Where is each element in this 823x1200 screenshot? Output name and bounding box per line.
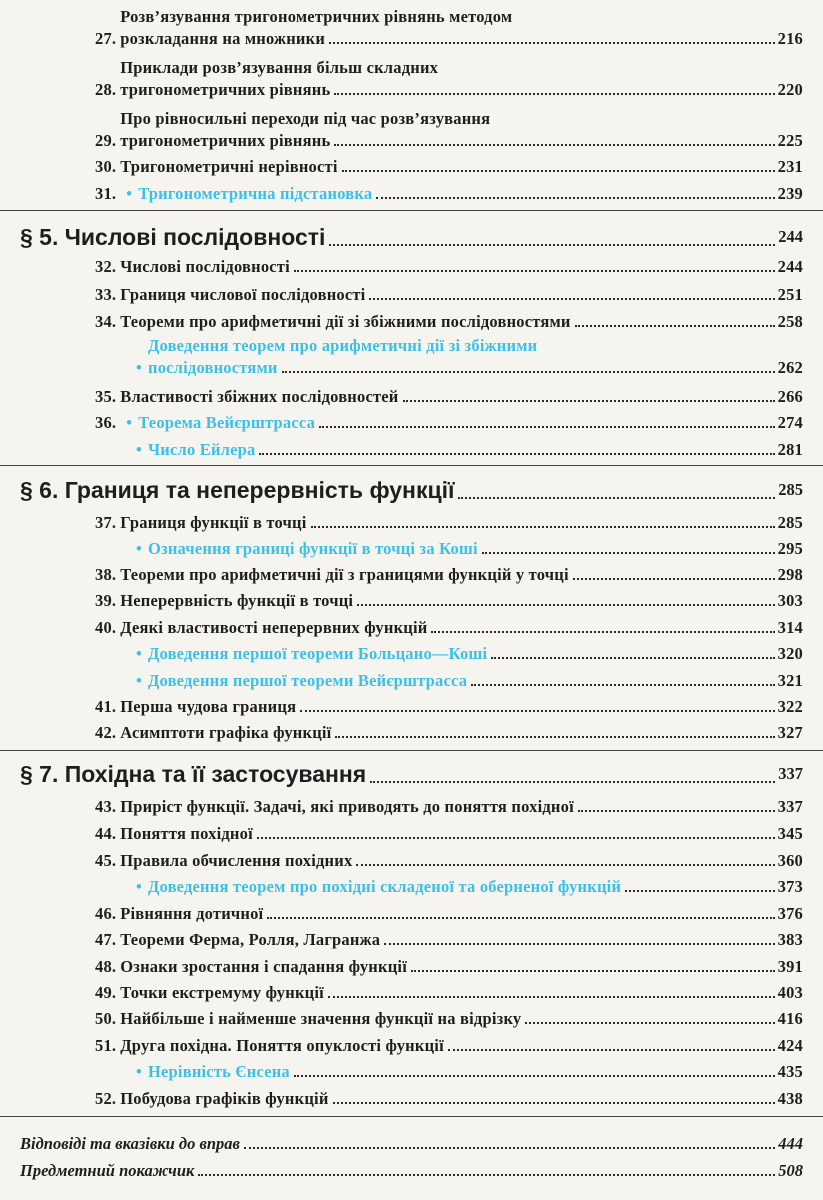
- toc-entry[interactable]: [0, 311, 823, 333]
- page-number: 444: [778, 1134, 803, 1153]
- entry-title: Теореми Ферма, Ролля, Лагранжа: [120, 930, 381, 949]
- toc-entry[interactable]: [0, 512, 823, 534]
- page-number: 298: [777, 565, 803, 584]
- entry-title-lastline: [120, 130, 803, 152]
- entry-title: Побудова графіків функцій: [120, 1089, 329, 1108]
- toc-entry[interactable]: [0, 1035, 823, 1057]
- toc-entry[interactable]: [0, 876, 823, 898]
- entry-number: 44.: [95, 824, 117, 843]
- page-number: 303: [777, 591, 803, 610]
- page-number: 285: [777, 513, 803, 532]
- entry-title: Асимптоти графіка функції: [120, 723, 332, 742]
- dot-leader: [573, 578, 775, 580]
- section-separator: [0, 210, 823, 211]
- page-number: 327: [777, 723, 803, 742]
- dot-leader: [411, 970, 775, 972]
- bullet-icon: •: [136, 671, 142, 690]
- entry-title: Границя числової послідовності: [120, 285, 366, 304]
- page-number: 322: [777, 697, 803, 716]
- entry-title: Приріст функції. Задачі, які приводять до поняття похідної: [120, 797, 574, 816]
- entry-number: 36.: [95, 413, 117, 432]
- page-number: 391: [777, 957, 803, 976]
- toc-entry[interactable]: [0, 156, 823, 178]
- page-number: 251: [777, 285, 803, 304]
- toc-entry[interactable]: [0, 823, 823, 845]
- entry-title: Число Ейлера: [147, 440, 256, 459]
- section-title: § 5. Числові послідовності: [20, 224, 326, 250]
- page-number: 424: [777, 1036, 803, 1055]
- dot-leader: [403, 400, 775, 402]
- entry-title: Неперервність функції в точці: [120, 591, 354, 610]
- entry-title: Означення границі функції в точці за Коші: [147, 539, 478, 558]
- entry-number: 38.: [95, 565, 117, 584]
- page-number: 239: [777, 184, 803, 203]
- dot-leader: [482, 552, 775, 554]
- dot-leader: [578, 810, 775, 812]
- toc-entry[interactable]: [0, 903, 823, 925]
- page-number: 435: [777, 1062, 803, 1081]
- entry-title: Деякі властивості неперервних функцій: [120, 618, 428, 637]
- entry-title: [120, 57, 803, 101]
- entry-title: Ознаки зростання і спадання функції: [120, 957, 407, 976]
- dot-leader: [329, 244, 775, 246]
- appendix-entry[interactable]: [0, 1160, 823, 1182]
- entry-title: Доведення теорем про похідні складеної та оберненої функцій: [147, 877, 622, 896]
- entry-number: 52.: [95, 1089, 117, 1108]
- entry-number: 27.: [95, 29, 117, 48]
- entry-title: [148, 335, 803, 379]
- entry-number: 46.: [95, 904, 117, 923]
- page-number: 383: [777, 930, 803, 949]
- dot-leader: [376, 197, 774, 199]
- page-number: 244: [778, 227, 803, 246]
- page-number: 337: [778, 764, 803, 783]
- page-number: 438: [777, 1089, 803, 1108]
- section-separator: [0, 750, 823, 751]
- entry-title: Поняття похідної: [120, 824, 253, 843]
- dot-leader: [471, 684, 774, 686]
- page-number: 216: [777, 29, 803, 48]
- entry-number: 39.: [95, 591, 117, 610]
- section-separator: [0, 465, 823, 466]
- entry-number: 31.: [95, 184, 117, 203]
- bullet-icon: •: [136, 877, 142, 896]
- entry-title-line: Доведення теорем про арифметичні дії зі збіжними: [147, 336, 538, 355]
- appendix-title: Предметний покажчик: [20, 1161, 195, 1180]
- entry-number: 51.: [95, 1036, 117, 1055]
- bullet-icon: •: [136, 539, 142, 558]
- toc-entry[interactable]: [0, 538, 823, 560]
- entry-number: 43.: [95, 797, 117, 816]
- page-number: 220: [777, 80, 803, 99]
- entry-title-line: Розв’язування тригонометричних рівнянь методом: [120, 7, 513, 26]
- entry-title: Правила обчислення похідних: [120, 851, 353, 870]
- dot-leader: [334, 93, 774, 95]
- toc-entry[interactable]: [0, 1061, 823, 1083]
- dot-leader: [294, 1075, 775, 1077]
- entry-number: 49.: [95, 983, 117, 1002]
- page-number: 274: [777, 413, 803, 432]
- section-heading[interactable]: [0, 760, 823, 788]
- bullet-icon: •: [126, 184, 133, 203]
- section-heading[interactable]: [0, 223, 823, 251]
- entry-title-line: Приклади розв’язування більш складних: [120, 58, 439, 77]
- toc-entry[interactable]: [0, 57, 823, 101]
- entry-title: Границя функції в точці: [120, 513, 307, 532]
- entry-title: Тригонометричні нерівності: [120, 157, 338, 176]
- entry-title: [120, 108, 803, 152]
- page-number: 345: [777, 824, 803, 843]
- entry-title: Перша чудова границя: [120, 697, 297, 716]
- page-number: 403: [777, 983, 803, 1002]
- entry-title: Рівняння дотичної: [120, 904, 264, 923]
- toc-entry[interactable]: [0, 850, 823, 872]
- toc-entry[interactable]: [0, 982, 823, 1004]
- entry-title: Доведення першої теореми Вейєрштрасса: [147, 671, 468, 690]
- entry-number: 48.: [95, 957, 117, 976]
- toc-entry[interactable]: [0, 1088, 823, 1110]
- entry-title: Доведення першої теореми Больцано—Коші: [147, 644, 488, 663]
- dot-leader: [328, 996, 775, 998]
- toc-entry[interactable]: [0, 590, 823, 612]
- toc-entry[interactable]: [0, 284, 823, 306]
- entry-number: 45.: [95, 851, 117, 870]
- entry-title: Тригонометрична підстановка: [138, 184, 373, 203]
- entry-title: Властивості збіжних послідовностей: [120, 387, 399, 406]
- entry-title: Найбільше і найменше значення функції на відрізку: [120, 1009, 522, 1028]
- dot-leader: [342, 170, 775, 172]
- dot-leader: [334, 144, 774, 146]
- entry-title: Теореми про арифметичні дії з границями функцій у точці: [120, 565, 569, 584]
- dot-leader: [300, 710, 774, 712]
- entry-number: 50.: [95, 1009, 117, 1028]
- entry-title: [120, 6, 803, 50]
- toc-entry[interactable]: [0, 956, 823, 978]
- appendix-title: Відповіді та вказівки до вправ: [20, 1134, 240, 1153]
- dot-leader: [625, 890, 774, 892]
- dot-leader: [259, 453, 774, 455]
- entry-number: 32.: [95, 257, 117, 276]
- entry-title-line: тригонометричних рівнянь: [120, 131, 331, 150]
- entry-title-line: Про рівносильні переходи під час розв’язування: [120, 109, 491, 128]
- section-heading[interactable]: [0, 476, 823, 504]
- toc-entry[interactable]: [0, 1008, 823, 1030]
- entry-title-lastline: [120, 79, 803, 101]
- toc-entry[interactable]: [0, 796, 823, 818]
- dot-leader: [357, 604, 774, 606]
- dot-leader: [333, 1102, 775, 1104]
- entry-number: 33.: [95, 285, 117, 304]
- page-number: 266: [777, 387, 803, 406]
- entry-title-line: тригонометричних рівнянь: [120, 80, 331, 99]
- page-number: 314: [777, 618, 803, 637]
- toc-entry[interactable]: [0, 439, 823, 461]
- entry-title-line: розкладання на множники: [120, 29, 326, 48]
- dot-leader: [198, 1174, 775, 1176]
- dot-leader: [431, 631, 774, 633]
- dot-leader: [257, 837, 775, 839]
- section-separator: [0, 1116, 823, 1117]
- page-number: 376: [777, 904, 803, 923]
- bullet-icon: •: [136, 1062, 142, 1081]
- toc-entry[interactable]: [0, 929, 823, 951]
- page-number: 373: [777, 877, 803, 896]
- entry-title-lastline: [148, 357, 803, 379]
- page-number: 231: [777, 157, 803, 176]
- toc-entry[interactable]: [0, 256, 823, 278]
- dot-leader: [335, 736, 774, 738]
- dot-leader: [384, 943, 774, 945]
- dot-leader: [294, 270, 775, 272]
- entry-number: 34.: [95, 312, 117, 331]
- dot-leader: [311, 526, 775, 528]
- page-number: 244: [777, 257, 803, 276]
- entry-title: Нерівність Єнсена: [147, 1062, 290, 1081]
- entry-title-line: послідовностями: [147, 358, 278, 377]
- toc-entry[interactable]: [0, 412, 823, 434]
- dot-leader: [575, 325, 775, 327]
- dot-leader: [458, 497, 775, 499]
- dot-leader: [329, 42, 775, 44]
- toc-entry[interactable]: [0, 183, 823, 205]
- page-number: 337: [777, 797, 803, 816]
- bullet-icon: •: [136, 358, 142, 377]
- entry-number: 29.: [95, 131, 117, 150]
- dot-leader: [370, 781, 775, 783]
- page-number: 258: [777, 312, 803, 331]
- dot-leader: [369, 298, 774, 300]
- toc-entry[interactable]: [0, 643, 823, 665]
- dot-leader: [448, 1049, 775, 1051]
- toc-entry[interactable]: [0, 617, 823, 639]
- page-number: 295: [777, 539, 803, 558]
- entry-title: Точки екстремуму функції: [120, 983, 324, 1002]
- page-number: 285: [778, 480, 803, 499]
- bullet-icon: •: [126, 413, 133, 432]
- entry-title: Друга похідна. Поняття опуклості функції: [120, 1036, 444, 1055]
- page-number: 360: [777, 851, 803, 870]
- page-number: 508: [778, 1161, 803, 1180]
- page-number: 262: [777, 358, 803, 377]
- dot-leader: [525, 1022, 774, 1024]
- toc-entry[interactable]: [0, 386, 823, 408]
- page-number: 281: [777, 440, 803, 459]
- section-title: § 6. Границя та неперервність функції: [20, 477, 455, 503]
- entry-number: 42.: [95, 723, 117, 742]
- appendix-entry[interactable]: [0, 1133, 823, 1155]
- page-number: 225: [777, 131, 803, 150]
- dot-leader: [491, 657, 774, 659]
- bullet-icon: •: [136, 440, 142, 459]
- toc-entry[interactable]: [0, 670, 823, 692]
- toc-entry[interactable]: [0, 722, 823, 744]
- entry-number: 41.: [95, 697, 117, 716]
- entry-title: Теорема Вейєрштрасса: [138, 413, 316, 432]
- entry-number: 35.: [95, 387, 117, 406]
- entry-number: 47.: [95, 930, 117, 949]
- dot-leader: [282, 371, 775, 373]
- dot-leader: [267, 917, 774, 919]
- toc-entry[interactable]: [0, 564, 823, 586]
- page-number: 320: [777, 644, 803, 663]
- toc-entry[interactable]: [0, 6, 823, 50]
- entry-number: 28.: [95, 80, 117, 99]
- entry-title: Теореми про арифметичні дії зі збіжними послідовностями: [120, 312, 571, 331]
- page-number: 321: [777, 671, 803, 690]
- toc-entry[interactable]: [0, 696, 823, 718]
- toc-entry[interactable]: [0, 335, 823, 379]
- entry-number: 40.: [95, 618, 117, 637]
- entry-title: Числові послідовності: [120, 257, 290, 276]
- entry-title-lastline: [120, 28, 803, 50]
- dot-leader: [244, 1147, 775, 1149]
- dot-leader: [319, 426, 775, 428]
- dot-leader: [356, 864, 774, 866]
- section-title: § 7. Похідна та її застосування: [20, 761, 367, 787]
- page-number: 416: [777, 1009, 803, 1028]
- toc-entry[interactable]: [0, 108, 823, 152]
- entry-number: 30.: [95, 157, 117, 176]
- bullet-icon: •: [136, 644, 142, 663]
- entry-number: 37.: [95, 513, 117, 532]
